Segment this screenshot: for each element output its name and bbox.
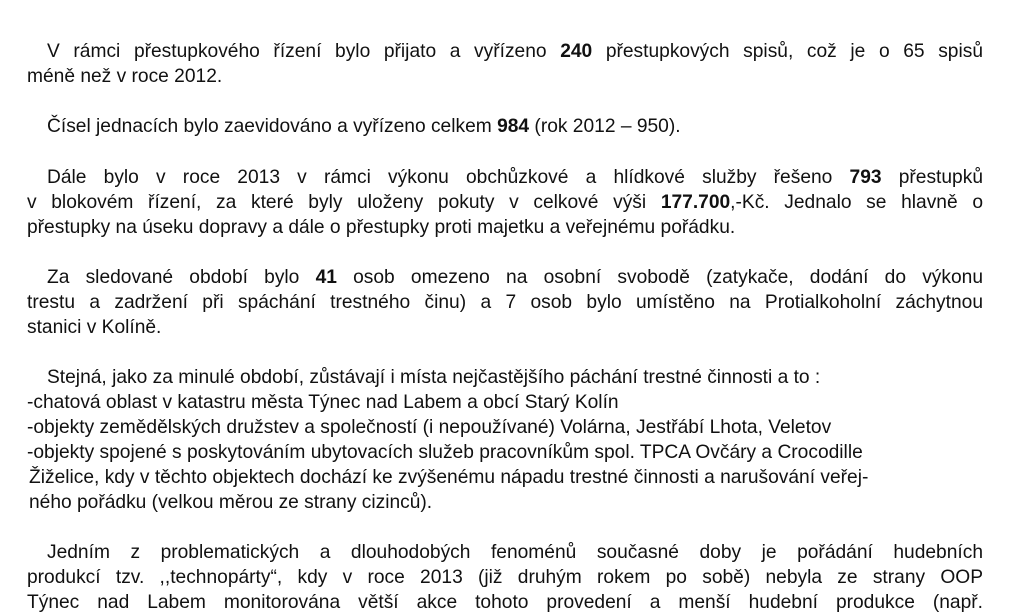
text-span: V rámci přestupkového řízení bylo přijato a vyřízeno (47, 41, 561, 62)
list-item: -objekty zemědělských družstev a společností (i nepoužívané) Volárna, Jestřábí Lhota, Veletov (27, 417, 832, 438)
paragraph-restricted-persons (27, 265, 983, 340)
bold-number: 177.700 (660, 192, 731, 213)
bold-number: 41 (315, 267, 337, 288)
paragraph-offenses-proceedings (27, 39, 983, 89)
bold-number: 793 (849, 167, 882, 188)
text-line: Jedním z problematických a dlouhodobých fenoménů současné doby je pořádání hudebních (47, 542, 983, 563)
text-span: (rok 2012 – 950). (529, 116, 681, 137)
paragraph-patrol-offenses (27, 165, 983, 240)
text-span: přestupků (881, 167, 983, 188)
text-span: Dále bylo v roce 2013 v rámci výkonu obchůzkové a hlídkové služby řešeno (47, 167, 850, 188)
text-line: Stejná, jako za minulé období, zůstávají i místa nejčastějšího páchání trestné činnosti a to : (47, 367, 821, 388)
text-span: v blokovém řízení, za které byly uloženy pokuty v celkové výši (27, 192, 661, 213)
text-line: Týnec nad Labem monitorována větší akce tohoto provedení a menší hudební produkce (např. (27, 592, 983, 613)
document-page (27, 39, 983, 615)
paragraph-technoparty (27, 540, 983, 615)
text-span: Čísel jednacích bylo zaevidováno a vyřízeno celkem (47, 116, 498, 137)
list-item: -chatová oblast v katastru města Týnec nad Labem a obcí Starý Kolín (27, 392, 619, 413)
text-line: méně než v roce 2012. (27, 66, 223, 87)
text-line (27, 265, 983, 290)
text-line (27, 165, 983, 190)
text-line: trestu a zadržení při spáchání trestného činu) a 7 osob bylo umístěno na Protialkoholní záchytnou (27, 292, 983, 313)
text-span: přestupkových spisů, což je o 65 spisů (592, 41, 983, 62)
bold-number: 240 (560, 41, 593, 62)
text-line: stanici v Kolíně. (27, 317, 162, 338)
list-item: -objekty spojené s poskytováním ubytovacích služeb pracovníkům spol. TPCA Ovčáry a Crocodille (27, 442, 863, 463)
text-line: přestupky na úseku dopravy a dále o přestupky proti majetku a veřejnému pořádku. (27, 217, 736, 238)
list-item-continuation: Žiželice, kdy v těchto objektech dochází ke zvýšenému nápadu trestné činnosti a narušování veřej- (29, 467, 869, 488)
text-span: ,-Kč. Jednalo se hlavně o (730, 192, 983, 213)
paragraph-reference-numbers (27, 114, 983, 139)
list-item-continuation: ného pořádku (velkou měrou ze strany cizinců). (29, 492, 433, 513)
text-span: osob omezeno na osobní svobodě (zatykače, dodání do výkonu (336, 267, 983, 288)
bold-number: 984 (497, 116, 530, 137)
text-span: Za sledované období bylo (47, 267, 316, 288)
text-line (27, 190, 983, 215)
paragraph-crime-locations (27, 365, 983, 515)
text-line (27, 114, 983, 139)
text-line: produkcí tzv. ,,technopárty“, kdy v roce 2013 (již druhým rokem po sobě) nebyla ze strany OOP (27, 567, 983, 588)
text-line (27, 39, 983, 64)
